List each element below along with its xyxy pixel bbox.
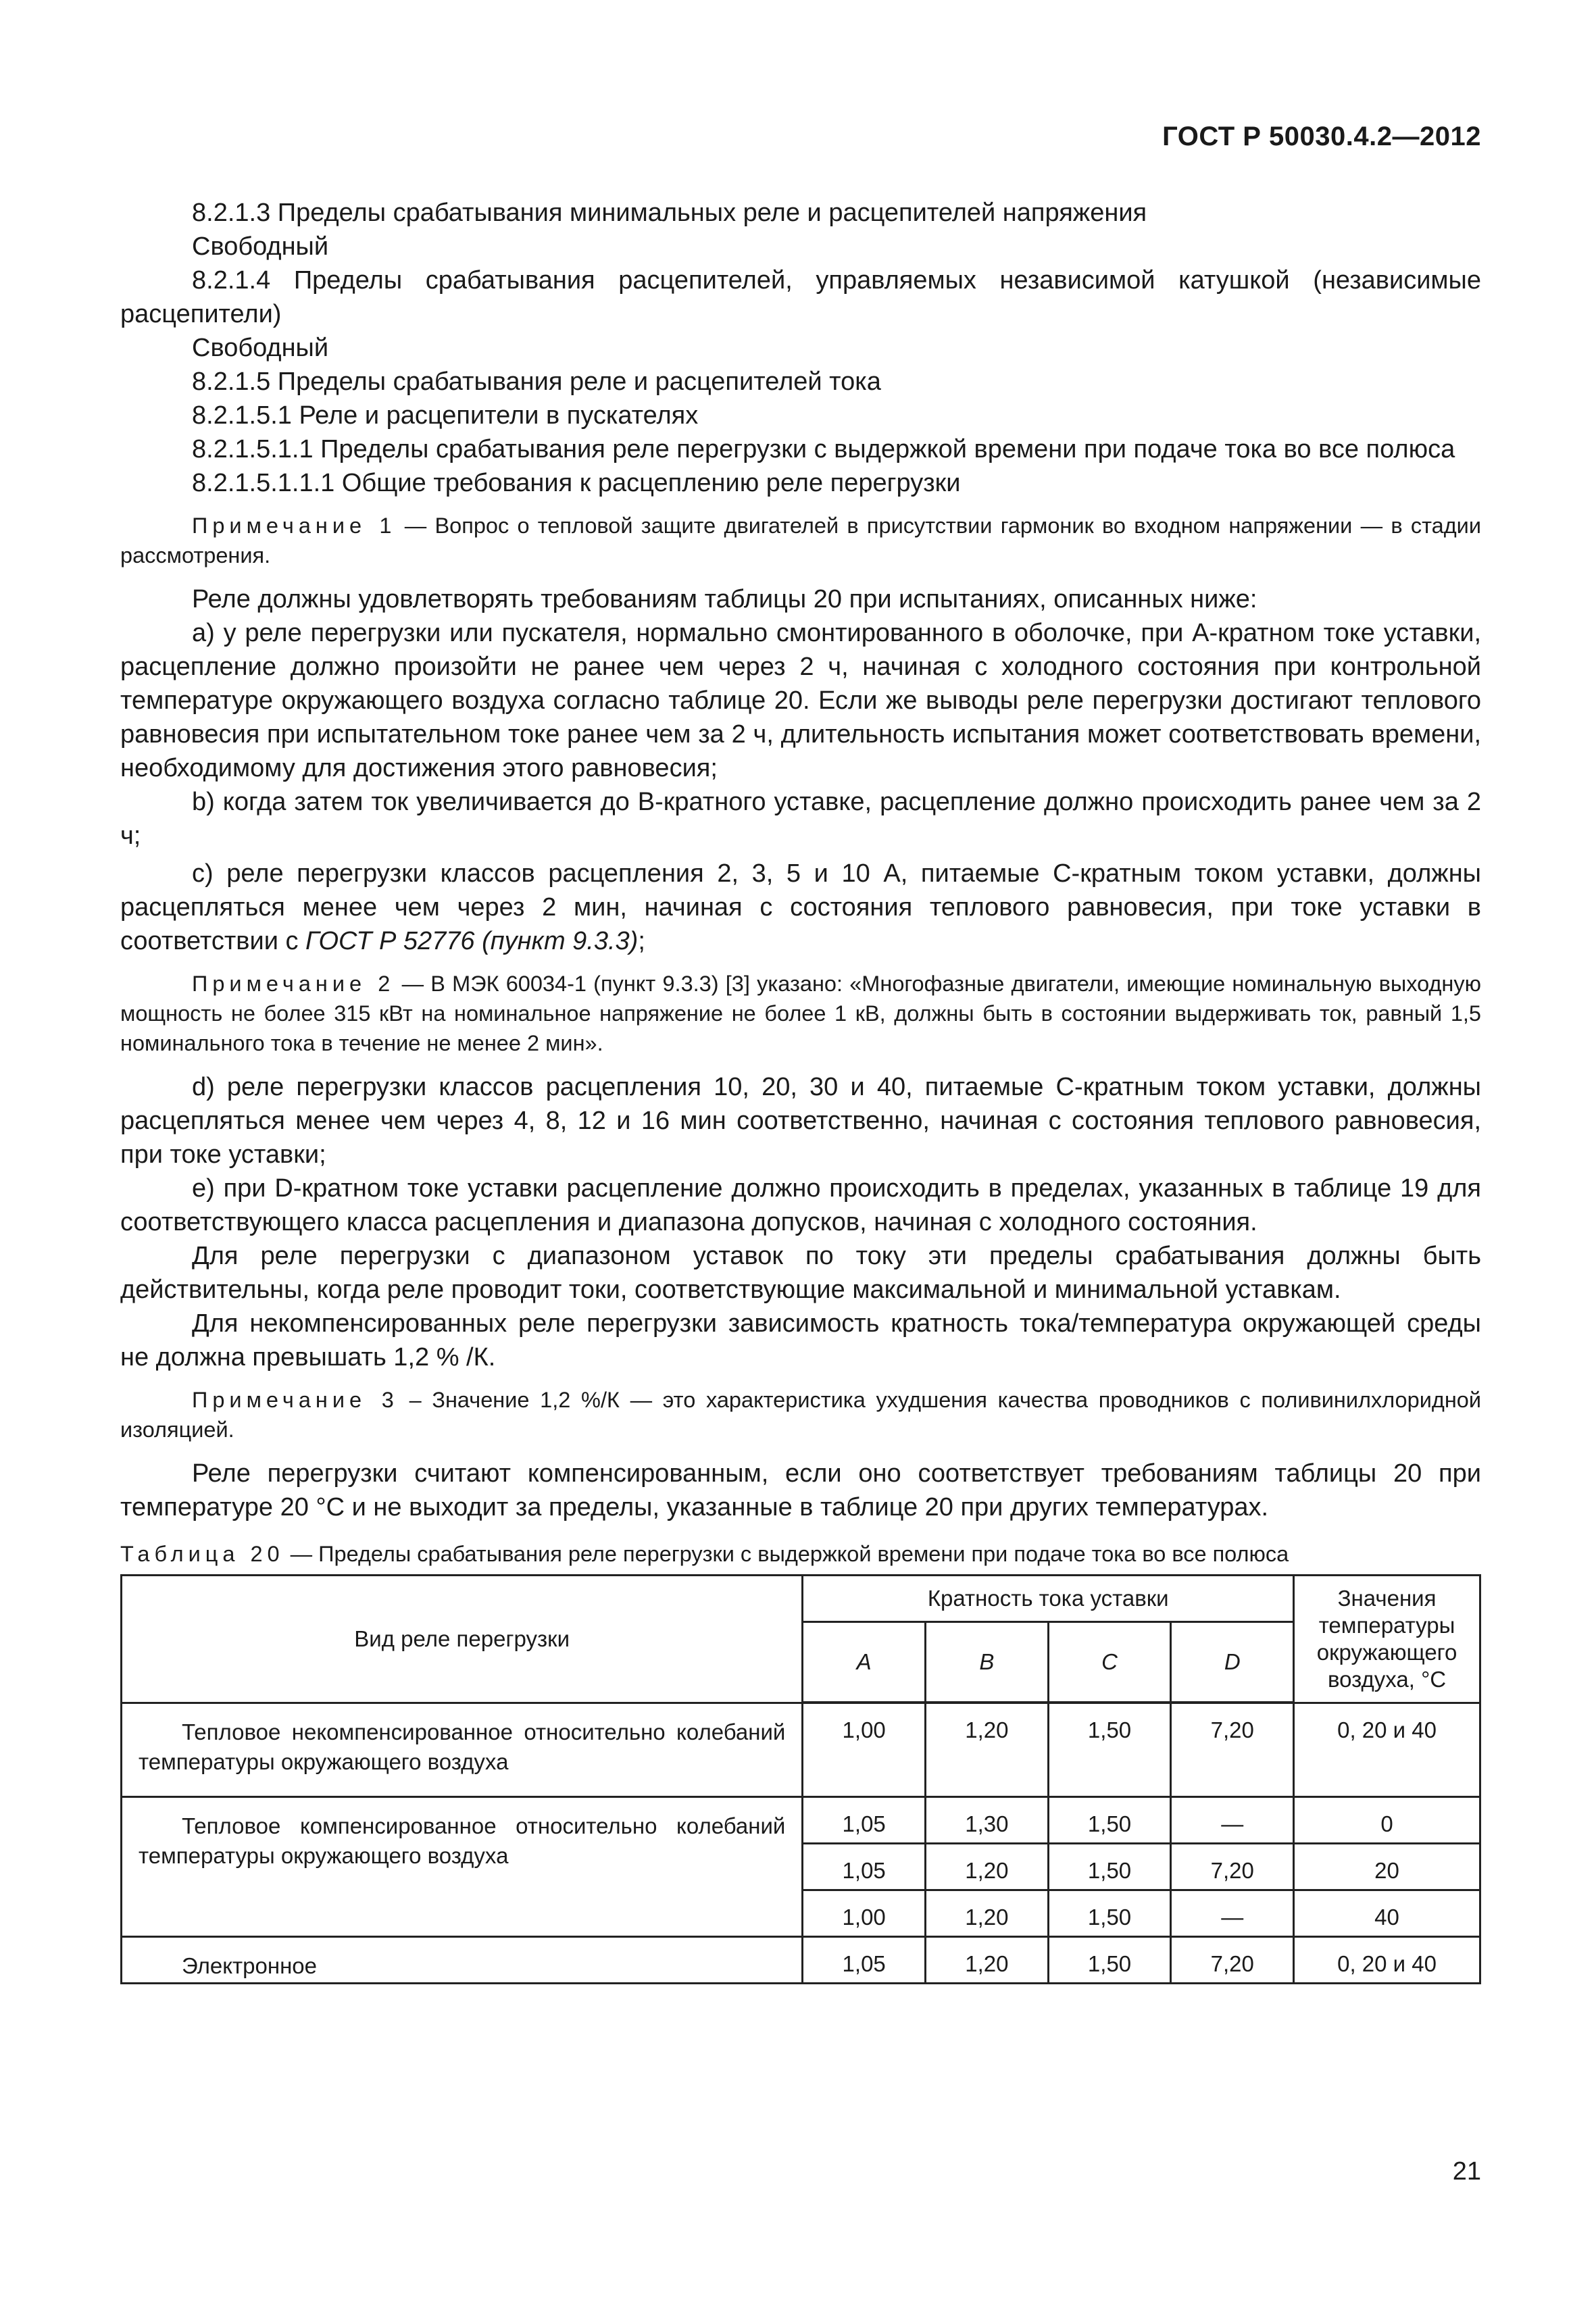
clause-8-2-1-5-1: 8.2.1.5.1 Реле и расцепители в пускателях	[192, 401, 699, 430]
cell-temperature: 0, 20 и 40	[1294, 1936, 1480, 1983]
requirements-intro: Реле должны удовлетворять требованиям таблицы 20 при испытаниях, описанных ниже:	[192, 585, 1257, 613]
cell-a: 1,00	[803, 1703, 926, 1796]
note-text: – Значение 1,2 %/К — это характеристика ухудшения качества проводников с поливинилхлоридной изоляцией.	[120, 1388, 1481, 1442]
clause-8-2-1-5-1-1-1: 8.2.1.5.1.1.1 Общие требования к расцеплению реле перегрузки	[192, 469, 961, 497]
cell-a: 1,00	[803, 1890, 926, 1936]
note-text: — В МЭК 60034-1 (пункт 9.3.3) [3] указано: «Многофазные двигатели, имеющие номинальную выходную мощность не более 315 кВт на номинальное напряжение не более 1 кВ, должны быть в состоянии выдерживать ток, равный 1,5 номинального тока в течение не менее 2 мин».	[120, 972, 1482, 1055]
note-2	[120, 969, 1481, 1058]
cell-a: 1,05	[803, 1936, 926, 1983]
cell-d: —	[1171, 1890, 1294, 1936]
note-3	[120, 1385, 1481, 1444]
cell-temperature: 40	[1294, 1890, 1480, 1936]
standard-reference: ГОСТ Р 52776 (пункт 9.3.3)	[305, 927, 639, 955]
page-body	[120, 196, 1481, 1984]
cell-b: 1,20	[926, 1890, 1049, 1936]
row-label: Электронное	[122, 1936, 803, 1983]
cell-a: 1,05	[803, 1796, 926, 1843]
clause-8-2-1-4: 8.2.1.4 Пределы срабатывания расцепителей, управляемых независимой катушкой (независимые расцепители)	[120, 266, 1481, 328]
clause-8-2-1-3: 8.2.1.3 Пределы срабатывания минимальных реле и расцепителей напряжения	[192, 199, 1147, 227]
cell-temperature: 20	[1294, 1843, 1480, 1890]
row-label: Тепловое некомпенсированное относительно колебаний температуры окружающего воздуха	[122, 1703, 803, 1796]
cell-c: 1,50	[1048, 1843, 1171, 1890]
note-label: Примечание 3	[192, 1388, 399, 1412]
header-b: B	[926, 1622, 1049, 1703]
requirement-e: е) при D-кратном токе уставки расцепление должно происходить в пределах, указанных в таблице 19 для соответствующего класса расцепления и диапазона допусков, начиная с холодного состояния.	[120, 1174, 1481, 1236]
note-text: — Вопрос о тепловой защите двигателей в присутствии гармоник во входном напряжении — в стадии рассмотрения.	[120, 513, 1481, 568]
clause-status: Свободный	[192, 232, 329, 261]
table-caption-label: Таблица 20	[120, 1542, 284, 1566]
cell-temperature: 0, 20 и 40	[1294, 1703, 1480, 1796]
cell-b: 1,20	[926, 1936, 1049, 1983]
cell-c: 1,50	[1048, 1796, 1171, 1843]
cell-d: 7,20	[1171, 1703, 1294, 1796]
uncompensated-paragraph: Для некомпенсированных реле перегрузки зависимость кратность тока/температура окружающей среды не должна превышать 1,2 % /К.	[120, 1309, 1481, 1372]
cell-a: 1,05	[803, 1843, 926, 1890]
clause-8-2-1-5-1-1: 8.2.1.5.1.1 Пределы срабатывания реле перегрузки с выдержкой времени при подаче тока во все полюса	[192, 435, 1455, 463]
range-settings-paragraph: Для реле перегрузки с диапазоном уставок по току эти пределы срабатывания должны быть действительны, когда реле проводит токи, соответствующие максимальной и минимальной уставкам.	[120, 1242, 1481, 1304]
requirement-b: b) когда затем ток увеличивается до В-кратного уставке, расцепление должно происходить ранее чем за 2 ч;	[120, 788, 1481, 850]
row-label: Тепловое компенсированное относительно колебаний температуры окружающего воздуха	[122, 1796, 803, 1936]
requirement-a: а) у реле перегрузки или пускателя, нормально смонтированного в оболочке, при А-кратном токе уставки, расцепление должно произойти не ранее чем через 2 ч, начиная с холодного состояния при контрольной температуре окружающего воздуха согласно таблице 20. Если же выводы реле перегрузки достигают теплового равновесия при испытательном токе ранее чем за 2 ч, длительность испытания может соответствовать времени, необходимому для достижения этого равновесия;	[120, 619, 1481, 782]
header-relay-type: Вид реле перегрузки	[122, 1576, 803, 1703]
header-c: C	[1048, 1622, 1171, 1703]
cell-b: 1,30	[926, 1796, 1049, 1843]
cell-d: —	[1171, 1796, 1294, 1843]
clause-8-2-1-5: 8.2.1.5 Пределы срабатывания реле и расцепителей тока	[192, 368, 881, 396]
cell-temperature: 0	[1294, 1796, 1480, 1843]
table-row	[122, 1703, 1480, 1796]
table-caption-text: — Пределы срабатывания реле перегрузки с выдержкой времени при подаче тока во все полюса	[284, 1542, 1289, 1566]
note-label: Примечание 1	[192, 513, 397, 538]
table-caption	[120, 1539, 1481, 1569]
header-ambient-temperature: Значения температуры окружающего воздуха, °С	[1294, 1576, 1480, 1703]
cell-b: 1,20	[926, 1843, 1049, 1890]
cell-d: 7,20	[1171, 1843, 1294, 1890]
cell-d: 7,20	[1171, 1936, 1294, 1983]
table-20	[120, 1574, 1481, 1984]
clause-status: Свободный	[192, 334, 329, 362]
table-row	[122, 1936, 1480, 1983]
requirement-c-end: ;	[638, 927, 645, 955]
note-label: Примечание 2	[192, 972, 395, 996]
compensated-paragraph: Реле перегрузки считают компенсированным, если оно соответствует требованиям таблицы 20 при температуре 20 °С и не выходит за пределы, указанные в таблице 20 при других температурах.	[120, 1459, 1481, 1521]
requirement-c	[120, 857, 1481, 958]
header-current-multiple: Кратность тока уставки	[803, 1576, 1294, 1622]
requirement-c-text: с) реле перегрузки классов расцепления 2, 3, 5 и 10 А, питаемые С-кратным током уставки, должны расцепляться менее чем через 2 мин, начиная с состояния теплового равновесия, при токе уставки в соответствии с	[120, 859, 1481, 955]
cell-c: 1,50	[1048, 1890, 1171, 1936]
cell-c: 1,50	[1048, 1703, 1171, 1796]
requirement-d: d) реле перегрузки классов расцепления 10, 20, 30 и 40, питаемые С-кратным током уставки, должны расцепляться менее чем через 4, 8, 12 и 16 мин соответственно, начиная с состояния теплового равновесия, при токе уставки;	[120, 1073, 1481, 1169]
page-number: 21	[1452, 2157, 1481, 2186]
cell-b: 1,20	[926, 1703, 1049, 1796]
table-row	[122, 1796, 1480, 1843]
header-a: A	[803, 1622, 926, 1703]
cell-c: 1,50	[1048, 1936, 1171, 1983]
header-d: D	[1171, 1622, 1294, 1703]
document-code: ГОСТ Р 50030.4.2—2012	[1162, 122, 1481, 151]
note-1	[120, 511, 1481, 570]
